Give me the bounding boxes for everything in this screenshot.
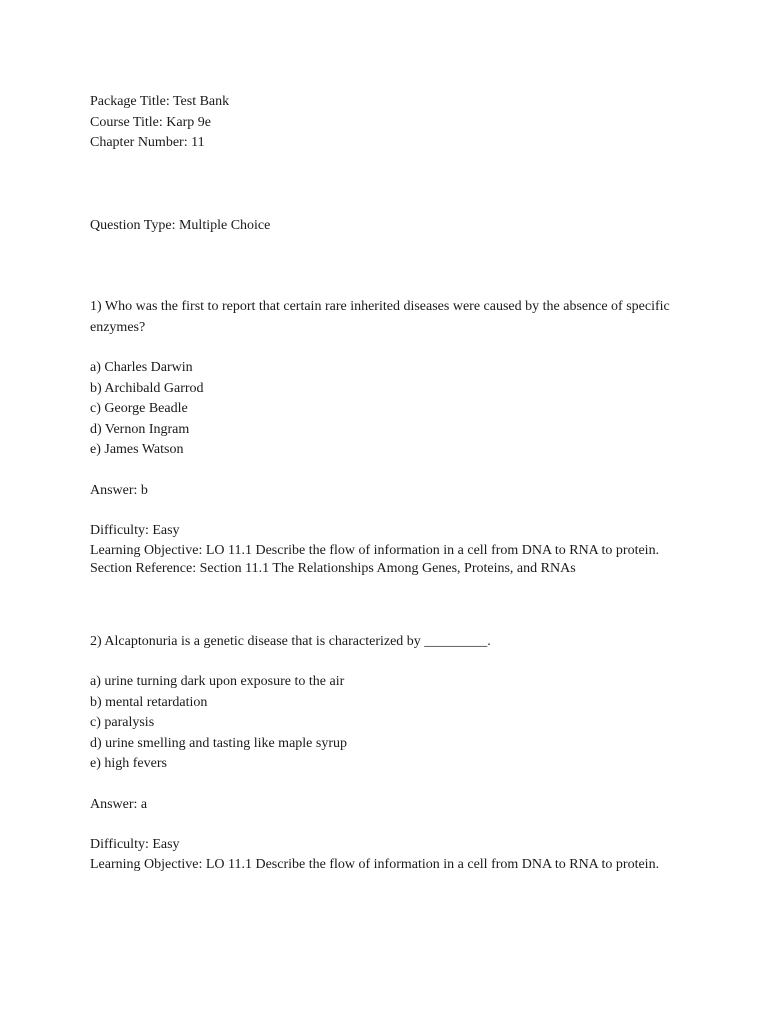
chapter-number: Chapter Number: 11: [90, 135, 205, 150]
course-title: Course Title: Karp 9e: [90, 114, 211, 130]
difficulty: Difficulty: Easy: [90, 837, 180, 852]
option-c: c) George Beadle: [90, 401, 188, 416]
option-a: a) Charles Darwin: [90, 360, 193, 375]
option-b: b) Archibald Garrod: [90, 380, 204, 396]
section-reference: Section Reference: Section 11.1 The Relationships Among Genes, Proteins, and RNAs: [90, 560, 576, 576]
package-title: Package Title: Test Bank: [90, 94, 230, 109]
option-b: b) mental retardation: [90, 694, 208, 710]
option-e: e) James Watson: [90, 442, 184, 457]
option-e: e) high fevers: [90, 756, 167, 771]
question-1: [90, 296, 690, 579]
question-stem: 1) Who was the first to report that certain rare inherited diseases were caused by the absence of specific enzymes?: [90, 299, 670, 335]
document-page: [90, 92, 690, 873]
learning-objective: Learning Objective: LO 11.1 Describe the flow of information in a cell from DNA to RNA to protein.: [90, 856, 660, 872]
document-header: [90, 92, 690, 154]
question-type: Question Type: Multiple Choice: [90, 217, 271, 233]
difficulty: Difficulty: Easy: [90, 523, 180, 538]
options-list: [90, 672, 690, 775]
learning-objective: Learning Objective: LO 11.1 Describe the flow of information in a cell from DNA to RNA to protein.: [90, 542, 660, 558]
option-a: a) urine turning dark upon exposure to the air: [90, 674, 345, 689]
answer: Answer: b: [90, 482, 148, 498]
question-2: [90, 631, 690, 873]
options-list: [90, 358, 690, 461]
option-d: d) Vernon Ingram: [90, 421, 190, 437]
option-d: d) urine smelling and tasting like maple syrup: [90, 735, 348, 751]
option-c: c) paralysis: [90, 715, 155, 730]
answer: Answer: a: [90, 796, 148, 812]
question-stem: 2) Alcaptonuria is a genetic disease that is characterized by _________.: [90, 634, 491, 649]
